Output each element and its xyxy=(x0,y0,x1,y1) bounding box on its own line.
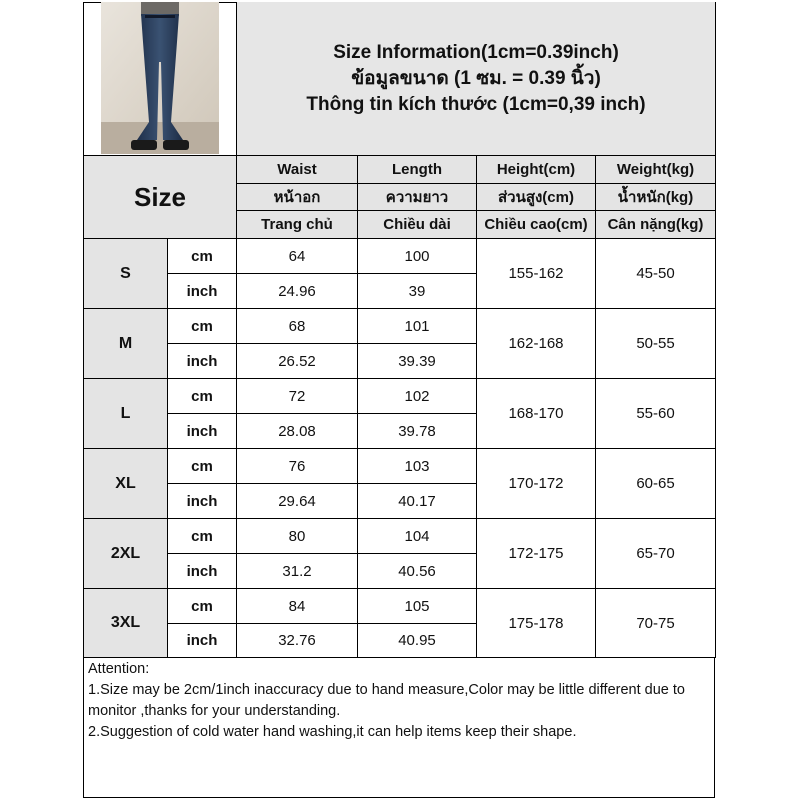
length-cm: 102 xyxy=(358,379,477,414)
col-height-th: ส่วนสูง(cm) xyxy=(477,184,596,211)
size-header: Size xyxy=(83,156,237,239)
size-label: XL xyxy=(83,449,168,519)
waist-cm: 68 xyxy=(237,309,358,344)
length-inch: 40.95 xyxy=(358,624,477,658)
length-inch: 40.56 xyxy=(358,554,477,589)
size-label: L xyxy=(83,379,168,449)
length-inch: 39.78 xyxy=(358,414,477,449)
col-height-en: Height(cm) xyxy=(477,156,596,184)
weight-range: 70-75 xyxy=(596,589,716,658)
notes-heading: Attention: xyxy=(88,661,150,677)
unit-cm: cm xyxy=(168,379,237,414)
height-range: 175-178 xyxy=(477,589,596,658)
col-weight-en: Weight(kg) xyxy=(596,156,716,184)
length-cm: 104 xyxy=(358,519,477,554)
unit-cm: cm xyxy=(168,519,237,554)
length-inch: 39.39 xyxy=(358,344,477,379)
size-label: S xyxy=(83,239,168,309)
waist-cm: 84 xyxy=(237,589,358,624)
product-photo xyxy=(101,2,219,154)
attention-notes xyxy=(83,657,715,798)
length-cm: 100 xyxy=(358,239,477,274)
height-range: 168-170 xyxy=(477,379,596,449)
col-waist-vi: Trang chủ xyxy=(237,211,358,239)
col-height-vi: Chiều cao(cm) xyxy=(477,211,596,239)
col-waist-th: หน้าอก xyxy=(237,184,358,211)
unit-cm: cm xyxy=(168,309,237,344)
waist-cm: 76 xyxy=(237,449,358,484)
notes-line-1: 1.Size may be 2cm/1inch inaccuracy due to hand measure,Color may be little different due to monitor ,thanks for your understanding. xyxy=(88,682,685,719)
size-label: 2XL xyxy=(83,519,168,589)
waist-cm: 72 xyxy=(237,379,358,414)
waist-inch: 26.52 xyxy=(237,344,358,379)
col-length-en: Length xyxy=(358,156,477,184)
height-range: 155-162 xyxy=(477,239,596,309)
weight-range: 65-70 xyxy=(596,519,716,589)
col-waist-en: Waist xyxy=(237,156,358,184)
length-inch: 39 xyxy=(358,274,477,309)
unit-cm: cm xyxy=(168,449,237,484)
title-line-vietnamese: Thông tin kích thước (1cm=0,39 inch) xyxy=(306,94,646,115)
height-range: 162-168 xyxy=(477,309,596,379)
unit-inch: inch xyxy=(168,274,237,309)
waist-cm: 64 xyxy=(237,239,358,274)
waist-inch: 29.64 xyxy=(237,484,358,519)
weight-range: 55-60 xyxy=(596,379,716,449)
weight-range: 50-55 xyxy=(596,309,716,379)
size-label: 3XL xyxy=(83,589,168,658)
unit-inch: inch xyxy=(168,624,237,658)
title-line-thai: ข้อมูลขนาด (1 ซม. = 0.39 นิ้ว) xyxy=(351,68,601,89)
col-weight-vi: Cân nặng(kg) xyxy=(596,211,716,239)
length-cm: 101 xyxy=(358,309,477,344)
length-cm: 103 xyxy=(358,449,477,484)
size-label: M xyxy=(83,309,168,379)
weight-range: 45-50 xyxy=(596,239,716,309)
length-inch: 40.17 xyxy=(358,484,477,519)
col-length-th: ความยาว xyxy=(358,184,477,211)
waist-inch: 28.08 xyxy=(237,414,358,449)
col-length-vi: Chiều dài xyxy=(358,211,477,239)
unit-inch: inch xyxy=(168,414,237,449)
height-range: 170-172 xyxy=(477,449,596,519)
length-cm: 105 xyxy=(358,589,477,624)
unit-inch: inch xyxy=(168,344,237,379)
unit-inch: inch xyxy=(168,484,237,519)
jeans-model-illustration xyxy=(101,2,219,154)
col-weight-th: น้ำหนัก(kg) xyxy=(596,184,716,211)
waist-inch: 32.76 xyxy=(237,624,358,658)
unit-cm: cm xyxy=(168,239,237,274)
title-line-english: Size Information(1cm=0.39inch) xyxy=(333,42,619,63)
photo-divider xyxy=(236,2,237,156)
unit-cm: cm xyxy=(168,589,237,624)
height-range: 172-175 xyxy=(477,519,596,589)
waist-cm: 80 xyxy=(237,519,358,554)
notes-line-2: 2.Suggestion of cold water hand washing,it can help items keep their shape. xyxy=(88,724,577,740)
unit-inch: inch xyxy=(168,554,237,589)
waist-inch: 24.96 xyxy=(237,274,358,309)
waist-inch: 31.2 xyxy=(237,554,358,589)
title-panel xyxy=(237,2,715,156)
weight-range: 60-65 xyxy=(596,449,716,519)
